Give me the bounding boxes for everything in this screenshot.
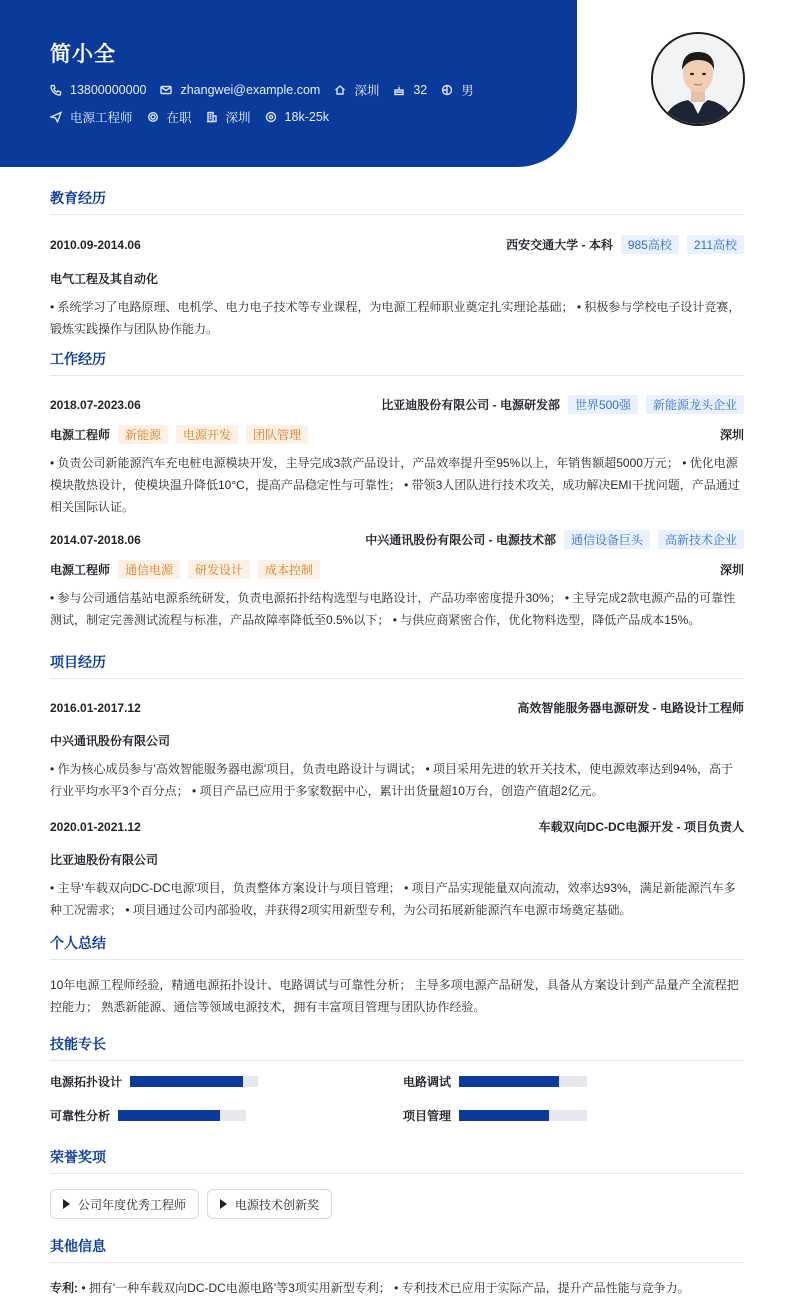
role-tag: 电源开发: [176, 425, 238, 444]
company-tag: 世界500强: [568, 395, 638, 414]
skills-title: 技能专长: [50, 1034, 744, 1061]
email-item: [160, 83, 320, 97]
project-desc: • 作为核心成员参与'高效智能服务器电源'项目，负责电路设计与调试； • 项目采用先进的软开关技术，使电源效率达到94%，高于行业平均水平3个百分点； • 项目产品已应用于多家数据中心，累计出货量超10万台，创造产值超2亿元。: [50, 762, 734, 798]
contact-row: [50, 81, 488, 99]
other-section: [50, 1236, 744, 1299]
project-desc: • 主导'车载双向DC-DC电源'项目，负责整体方案设计与项目管理； • 项目产品实现能量双向流动，效率达93%，满足新能源汽车多种工况需求； • 项目通过公司内部验收，并获得2项实用新型专利，为公司拓展新能源汽车电源市场奠定基础。: [50, 881, 736, 917]
job-row: [50, 108, 343, 126]
work-section: [50, 349, 744, 631]
role-tag: 团队管理: [246, 425, 308, 444]
skill-bar: [459, 1076, 587, 1087]
gender-item: [441, 81, 474, 99]
gender-text: 男: [461, 84, 474, 98]
work-title: 工作经历: [50, 349, 744, 376]
building-icon: [206, 111, 218, 123]
project-period: 2016.01-2017.12: [50, 700, 141, 715]
age-item: [393, 83, 427, 97]
company-tag: 新能源龙头企业: [646, 395, 744, 414]
phone-text: 13800000000: [70, 83, 147, 97]
company-tag: 通信设备巨头: [564, 530, 650, 549]
target-city-item: [206, 108, 251, 126]
company-name: 中兴通讯股份有限公司 - 电源技术部: [365, 533, 556, 547]
project-header: [50, 818, 744, 835]
target-city-text: 深圳: [225, 111, 251, 125]
education-title: 教育经历: [50, 188, 744, 215]
city-text: 深圳: [354, 84, 380, 98]
role-tag: 成本控制: [258, 560, 320, 579]
phone-item: [50, 83, 146, 97]
work-period: 2018.07-2023.06: [50, 397, 141, 412]
send-icon: [50, 111, 62, 123]
award-label: 公司年度优秀工程师: [78, 1197, 187, 1212]
home-icon: [334, 84, 346, 96]
status-text: 在职: [166, 111, 192, 125]
role-name: 电源工程师: [50, 563, 111, 577]
summary-text: 10年电源工程师经验，精通电源拓扑设计、电路调试与可靠性分析； 主导多项电源产品研发，具备从方案设计到产品量产全流程把控能力； 熟悉新能源、通信等领域电源技术，拥有丰富项目管理与团队协作经验。: [50, 978, 739, 1014]
awards-title: 荣誉奖项: [50, 1147, 744, 1174]
role-tag: 新能源: [118, 425, 168, 444]
skill-name: 电源拓扑设计: [50, 1075, 123, 1089]
work-location: 深圳: [719, 428, 744, 442]
work-desc: • 负责公司新能源汽车充电桩电源模块开发，主导完成3款产品设计，产品效率提升至95%以上，年销售额超5000万元； • 优化电源模块散热设计，使模块温升降低10°C，提高产品稳定性与可靠性； • 带领3人团队进行技术攻关，成功解决EMI干扰问题，产品通过相关国际认证。: [50, 456, 740, 514]
skill-bar-fill: [130, 1076, 243, 1087]
skill-bar-fill: [459, 1076, 559, 1087]
coin-icon: [265, 111, 277, 123]
role-name: 电源工程师: [50, 428, 111, 442]
skill-item: [403, 1107, 587, 1124]
role-tag: 研发设计: [188, 560, 250, 579]
skill-bar-fill: [459, 1110, 549, 1121]
city-item: [334, 81, 379, 99]
work-desc: • 参与公司通信基站电源系统研发，负责电源拓扑结构选型与电路设计，产品功率密度提升30%； • 主导完成2款电源产品的可靠性测试，制定完善测试流程与标准，产品故障率降低至0.5%以下； • 与供应商紧密合作，优化物料选型，降低产品成本15%。: [50, 591, 736, 627]
age-text: 32: [413, 83, 428, 97]
resume-header: [0, 0, 577, 167]
work-role-row: [50, 425, 744, 444]
skill-name: 电路调试: [403, 1075, 452, 1089]
skills-section: [50, 1034, 744, 1134]
work-company: [365, 530, 744, 549]
skill-bar: [459, 1110, 587, 1121]
education-desc: • 系统学习了电路原理、电机学、电力电子技术等专业课程，为电源工程师职业奠定扎实理论基础； • 积极参与学校电子设计竞赛，锻炼实践操作与团队协作能力。: [50, 300, 741, 336]
phone-icon: [50, 84, 62, 96]
avatar: [651, 32, 745, 126]
summary-title: 个人总结: [50, 933, 744, 960]
mail-icon: [160, 84, 172, 96]
skill-name: 项目管理: [403, 1109, 452, 1123]
project-header: [50, 699, 744, 716]
skill-item: [403, 1073, 587, 1090]
avatar-portrait: [653, 34, 743, 124]
award-item: [207, 1189, 332, 1219]
school-name: 西安交通大学 - 本科: [506, 238, 613, 252]
candidate-name: 简小全: [50, 43, 116, 66]
other-label: 专利:: [50, 1281, 78, 1295]
summary-section: [50, 933, 744, 1018]
email-text: zhangwei@example.com: [180, 83, 321, 97]
work-period: 2014.07-2018.06: [50, 532, 141, 547]
play-icon: [220, 1199, 227, 1209]
education-major: 电气工程及其自动化: [50, 272, 159, 286]
gender-icon: [441, 84, 453, 96]
project-name: 车载双向DC-DC电源开发 - 项目负责人: [538, 820, 744, 834]
awards-list: [50, 1189, 744, 1219]
project-name: 高效智能服务器电源研发 - 电路设计工程师: [517, 701, 744, 715]
projects-section: [50, 652, 744, 921]
school-tag: 985高校: [621, 235, 679, 254]
projects-title: 项目经历: [50, 652, 744, 679]
education-section: [50, 188, 744, 340]
salary-item: [265, 110, 329, 124]
job-text: 电源工程师: [70, 111, 133, 125]
skill-item: [50, 1073, 258, 1090]
award-item: [50, 1189, 199, 1219]
education-header: [50, 235, 744, 254]
other-title: 其他信息: [50, 1236, 744, 1263]
salary-text: 18k-25k: [284, 110, 330, 124]
role-tag: 通信电源: [118, 560, 180, 579]
skill-bar: [130, 1076, 258, 1087]
skill-bar: [118, 1110, 246, 1121]
work-header: [50, 530, 744, 549]
play-icon: [63, 1199, 70, 1209]
skill-name: 可靠性分析: [50, 1109, 111, 1123]
job-item: [50, 108, 133, 126]
project-period: 2020.01-2021.12: [50, 819, 141, 834]
project-company: 比亚迪股份有限公司: [50, 853, 159, 867]
skill-item: [50, 1107, 246, 1124]
gear-icon: [147, 111, 159, 123]
award-label: 电源技术创新奖: [235, 1197, 320, 1212]
work-location: 深圳: [719, 563, 744, 577]
cake-icon: [393, 84, 405, 96]
other-text: • 拥有'一种车载双向DC-DC电源电路'等3项实用新型专利； • 专利技术已应用于实际产品，提升产品性能与竞争力。: [81, 1281, 690, 1295]
education-school: [506, 235, 744, 254]
work-company: [381, 395, 744, 414]
other-content: [50, 1277, 744, 1299]
awards-section: [50, 1147, 744, 1219]
school-tag: 211高校: [687, 235, 744, 254]
education-period: 2010.09-2014.06: [50, 237, 141, 252]
work-role: [50, 560, 320, 579]
company-name: 比亚迪股份有限公司 - 电源研发部: [381, 398, 560, 412]
work-header: [50, 395, 744, 414]
status-item: [147, 108, 192, 126]
project-company: 中兴通讯股份有限公司: [50, 734, 171, 748]
company-tag: 高新技术企业: [658, 530, 744, 549]
work-role: [50, 425, 308, 444]
work-role-row: [50, 560, 744, 579]
skill-bar-fill: [118, 1110, 220, 1121]
